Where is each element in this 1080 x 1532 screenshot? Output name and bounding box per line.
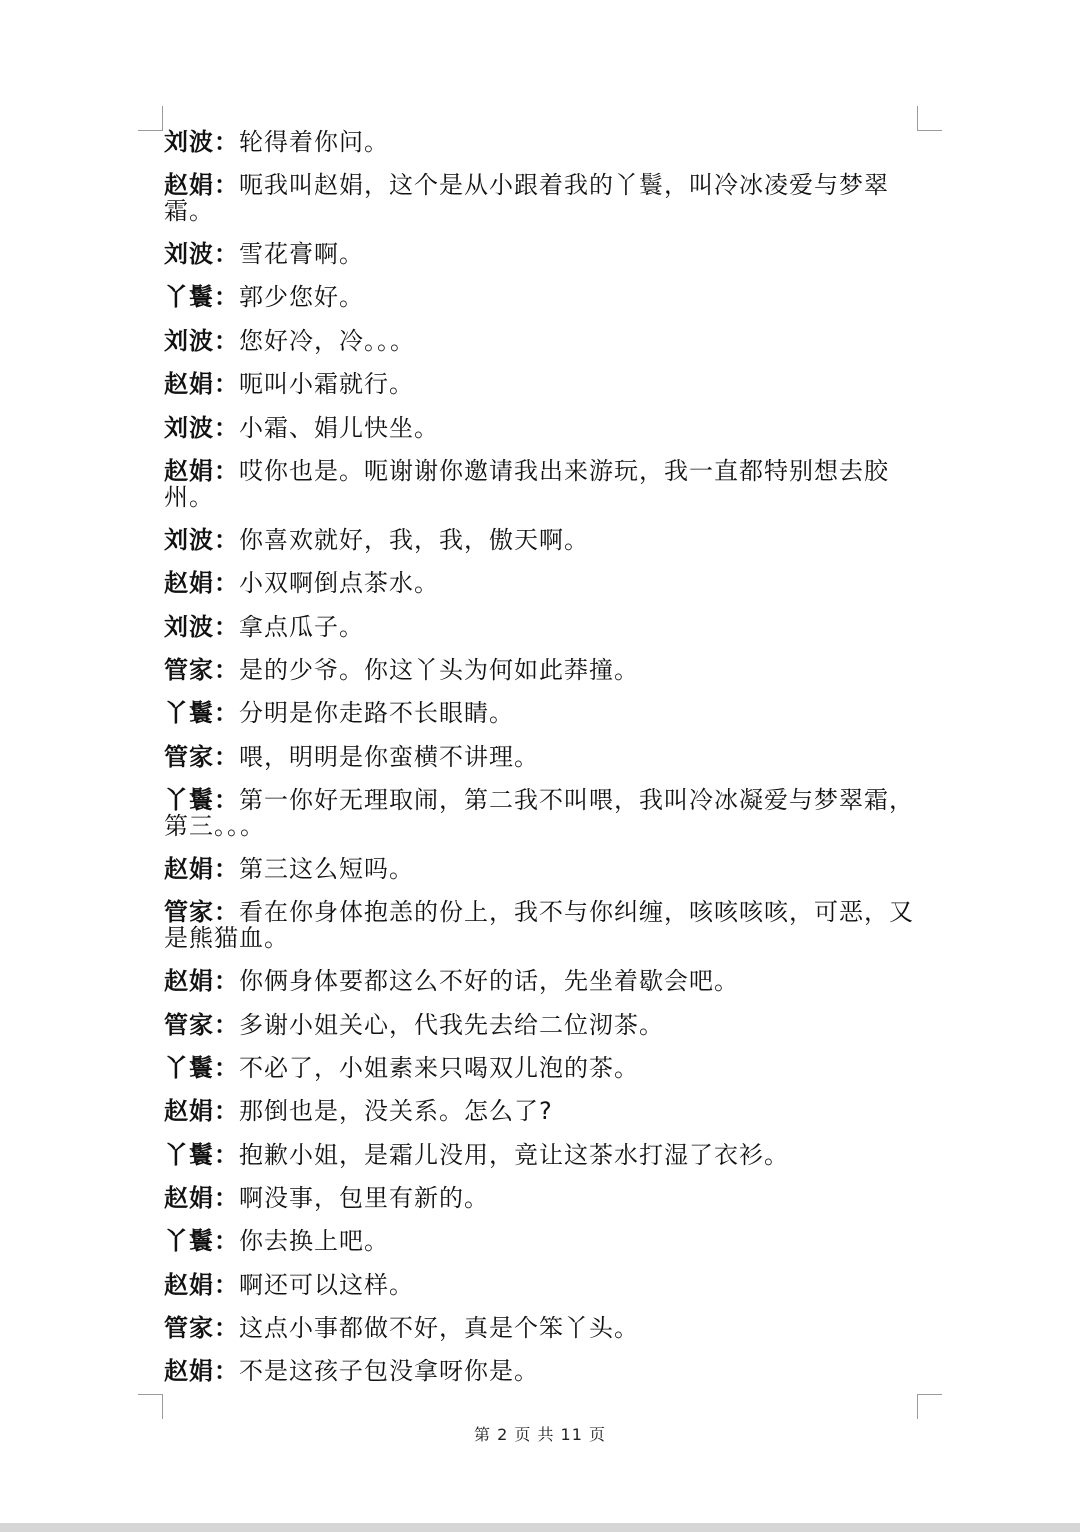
dialogue-line xyxy=(164,856,920,882)
dialogue-line xyxy=(164,527,920,553)
speaker-label: 丫鬟： xyxy=(164,1141,239,1169)
dialogue-line xyxy=(164,1228,920,1254)
speaker-label: 赵娟： xyxy=(164,1097,239,1125)
speaker-label: 赵娟： xyxy=(164,967,239,995)
dialogue-line xyxy=(164,371,920,397)
speaker-label: 赵娟： xyxy=(164,370,239,398)
speaker-label: 管家： xyxy=(164,898,239,926)
speaker-label: 管家： xyxy=(164,1011,239,1039)
dialogue-text: 抱歉小姐，是霜儿没用，竟让这茶水打湿了衣衫。 xyxy=(239,1141,789,1169)
dialogue-text: 你去换上吧。 xyxy=(239,1227,389,1255)
dialogue-text: 你喜欢就好，我，我，傲天啊。 xyxy=(239,526,589,554)
dialogue-line xyxy=(164,1142,920,1168)
speaker-label: 丫鬟： xyxy=(164,283,239,311)
page-corner-mark-bottom-left xyxy=(138,1394,163,1419)
dialogue-line xyxy=(164,1272,920,1298)
dialogue-text: 轮得着你问。 xyxy=(239,128,389,156)
dialogue-line xyxy=(164,1315,920,1341)
dialogue-line xyxy=(164,172,920,224)
dialogue-line xyxy=(164,415,920,441)
page-corner-mark-top-right xyxy=(917,106,942,131)
dialogue-text: 啊还可以这样。 xyxy=(239,1271,414,1299)
speaker-label: 管家： xyxy=(164,743,239,771)
speaker-label: 丫鬟： xyxy=(164,786,239,814)
dialogue-text: 郭少您好。 xyxy=(239,283,364,311)
dialogue-line xyxy=(164,614,920,640)
dialogue-text: 看在你身体抱恙的份上，我不与你纠缠，咳咳咳咳，可恶，又是熊猫血。 xyxy=(164,898,914,952)
dialogue-text: 呃叫小霜就行。 xyxy=(239,370,414,398)
dialogue-text: 多谢小姐关心，代我先去给二位沏茶。 xyxy=(239,1011,664,1039)
dialogue-line xyxy=(164,328,920,354)
dialogue-line xyxy=(164,899,920,951)
dialogue-line xyxy=(164,1055,920,1081)
dialogue-text: 小双啊倒点茶水。 xyxy=(239,569,439,597)
dialogue-line xyxy=(164,129,920,155)
dialogue-line xyxy=(164,1185,920,1211)
dialogue-text: 您好冷，冷。。。 xyxy=(239,327,415,355)
speaker-label: 刘波： xyxy=(164,414,239,442)
dialogue-line xyxy=(164,968,920,994)
speaker-label: 丫鬟： xyxy=(164,699,239,727)
dialogue-line xyxy=(164,1012,920,1038)
speaker-label: 刘波： xyxy=(164,526,239,554)
dialogue-line xyxy=(164,284,920,310)
speaker-label: 丫鬟： xyxy=(164,1054,239,1082)
dialogue-line xyxy=(164,570,920,596)
dialogue-line xyxy=(164,458,920,510)
dialogue-text: 第三这么短吗。 xyxy=(239,855,414,883)
dialogue-text: 第一你好无理取闹，第二我不叫喂，我叫冷冰凝爱与梦翠霜，第三。。。 xyxy=(164,786,914,840)
dialogue-text: 不是这孩子包没拿呀你是。 xyxy=(239,1357,539,1385)
speaker-label: 丫鬟： xyxy=(164,1227,239,1255)
dialogue-line xyxy=(164,787,920,839)
dialogue-text: 分明是你走路不长眼睛。 xyxy=(239,699,514,727)
dialogue-text: 哎你也是。呃谢谢你邀请我出来游玩，我一直都特别想去胶州。 xyxy=(164,457,889,511)
dialogue-text: 是的少爷。你这丫头为何如此莽撞。 xyxy=(239,656,639,684)
speaker-label: 管家： xyxy=(164,1314,239,1342)
dialogue-text: 那倒也是，没关系。怎么了? xyxy=(239,1097,553,1125)
page-corner-mark-top-left xyxy=(138,106,163,131)
speaker-label: 赵娟： xyxy=(164,1271,239,1299)
speaker-label: 刘波： xyxy=(164,128,239,156)
page-number-footer: 第 2 页 共 11 页 xyxy=(474,1425,606,1444)
dialogue-text: 不必了，小姐素来只喝双儿泡的茶。 xyxy=(239,1054,639,1082)
dialogue-line xyxy=(164,1098,920,1124)
dialogue-text: 这点小事都做不好，真是个笨丫头。 xyxy=(239,1314,639,1342)
dialogue-text: 你俩身体要都这么不好的话，先坐着歇会吧。 xyxy=(239,967,739,995)
dialogue-line xyxy=(164,657,920,683)
dialogue-text: 小霜、娟儿快坐。 xyxy=(239,414,439,442)
speaker-label: 赵娟： xyxy=(164,855,239,883)
speaker-label: 赵娟： xyxy=(164,1357,239,1385)
speaker-label: 赵娟： xyxy=(164,457,239,485)
speaker-label: 刘波： xyxy=(164,613,239,641)
speaker-label: 管家： xyxy=(164,656,239,684)
dialogue-text: 啊没事，包里有新的。 xyxy=(239,1184,489,1212)
speaker-label: 赵娟： xyxy=(164,171,239,199)
dialogue-text: 呃我叫赵娟，这个是从小跟着我的丫鬟，叫冷冰凌爱与梦翠霜。 xyxy=(164,171,889,225)
speaker-label: 刘波： xyxy=(164,240,239,268)
dialogue-text: 喂，明明是你蛮横不讲理。 xyxy=(239,743,539,771)
dialogue-line xyxy=(164,1358,920,1384)
bottom-edge-strip xyxy=(0,1523,1080,1532)
dialogue-line xyxy=(164,241,920,267)
dialogue-line xyxy=(164,744,920,770)
dialogue-text: 雪花膏啊。 xyxy=(239,240,364,268)
page-corner-mark-bottom-right xyxy=(917,1394,942,1419)
dialogue-line xyxy=(164,700,920,726)
speaker-label: 赵娟： xyxy=(164,569,239,597)
dialogue-text: 拿点瓜子。 xyxy=(239,613,364,641)
speaker-label: 刘波： xyxy=(164,327,239,355)
speaker-label: 赵娟： xyxy=(164,1184,239,1212)
